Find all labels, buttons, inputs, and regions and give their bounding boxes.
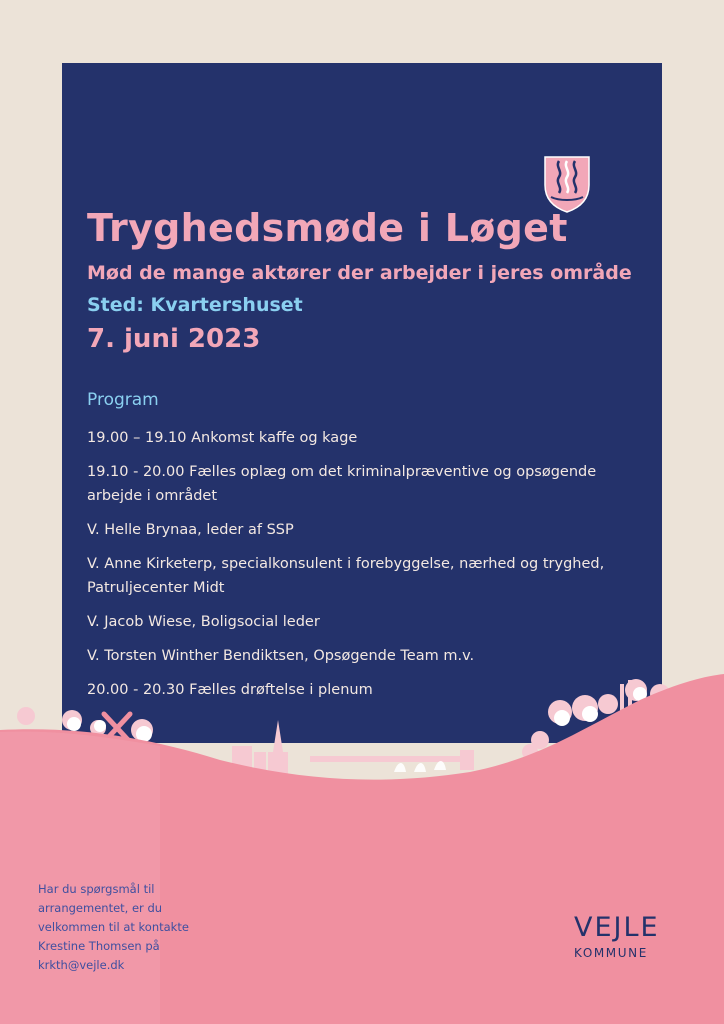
page-title: Tryghedsmøde i Løget: [87, 206, 568, 250]
program-item: 19.00 – 19.10 Ankomst kaffe og kage: [87, 430, 358, 446]
logo-word: VEJLE: [574, 912, 660, 943]
program-item: 20.00 - 20.30 Fælles drøftelse i plenum: [87, 682, 373, 698]
contact-text: Har du spørgsmål til arrangementet, er du velkommen til at kontakte Krestine Thomsen på krkth@vejle.dk: [38, 882, 189, 972]
program-item: V. Helle Brynaa, leder af SSP: [87, 522, 294, 538]
event-date: 7. juni 2023: [87, 324, 261, 354]
vejle-coat-of-arms-icon: [543, 155, 591, 213]
program-item: 19.10 - 20.00 Fælles oplæg om det kriminalpræventive og opsøgende arbejde i området: [87, 464, 597, 504]
page-subtitle: Mød de mange aktører der arbejder i jeres område: [87, 262, 632, 284]
program-item: V. Anne Kirketerp, specialkonsulent i forebyggelse, nærhed og tryghed, Patruljecenter Midt: [87, 556, 605, 596]
logo-sub: KOMMUNE: [574, 946, 648, 960]
program-heading: Program: [87, 390, 159, 410]
program-item: V. Jacob Wiese, Boligsocial leder: [87, 614, 320, 630]
event-location: Sted: Kvartershuset: [87, 294, 303, 316]
program-item: V. Torsten Winther Bendiktsen, Opsøgende Team m.v.: [87, 648, 475, 664]
vejle-kommune-logo: [574, 912, 664, 960]
